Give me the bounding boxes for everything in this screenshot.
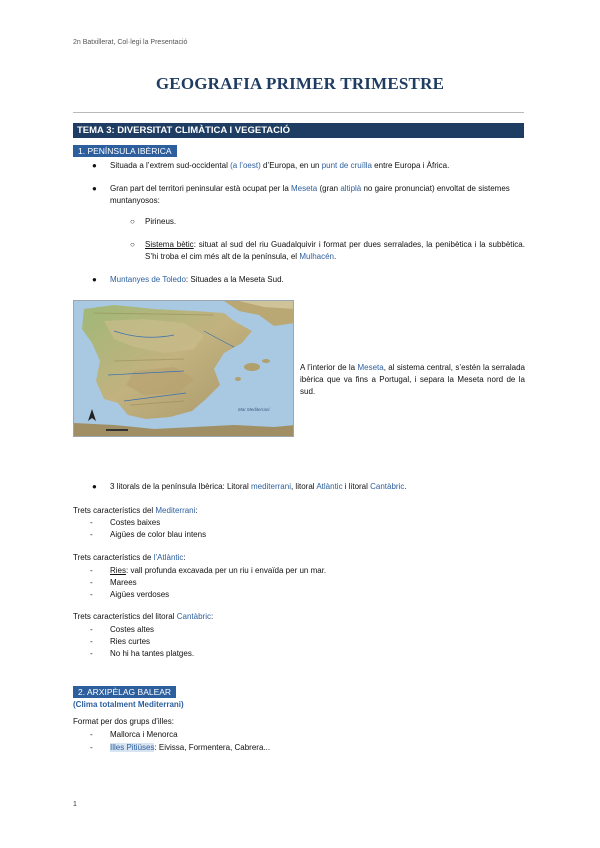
list-item-pitiuses: Illes Pitiüses: Eivissa, Formentera, Cabrera... [110,743,271,752]
list-item: Costes baixes [110,518,161,527]
title-divider [73,112,524,113]
subbullet-pirineus: Pirineus. [145,217,177,226]
bullet-meseta: Gran part del territori peninsular està ocupat per la Meseta (gran altiplà no gaire pronunciat) envoltat de sistemes muntanyosos: [110,184,510,205]
document-title: GEOGRAFIA PRIMER TRIMESTRE [155,74,445,93]
dash-icon: - [90,625,93,634]
relief-map-graphic [74,301,294,437]
dash-icon: - [90,743,93,752]
bullet-toledo: Muntanyes de Toledo: Situades a la Meseta Sud. [110,275,284,284]
cantabric-heading: Trets característics del litoral Cantàbric: [73,612,214,621]
dash-icon: - [90,637,93,646]
list-item: Marees [110,578,137,587]
bullet-litorals: 3 litorals de la península Ibèrica: Litoral mediterrani, litoral Atlàntic i litoral Cantàbric. [110,482,407,491]
section-1-heading: 1. PENÍNSULA IBÈRICA [73,145,177,157]
section-2-subtitle: (Clima totalment Mediterrani) [73,700,184,709]
scale-bar-icon [106,429,128,431]
map-caption-text: A l’interior de la Meseta, al sistema central, s’estén la serralada ibèrica que va fins a Portugal, i separa la Meseta nord de la sud. [300,363,525,396]
dash-icon: - [90,530,93,539]
header-note: 2n Batxillerat, Col·legi la Presentació [73,39,188,46]
circle-bullet-icon: ○ [130,217,135,226]
bullet-icon: ● [92,275,97,284]
list-item: Costes altes [110,625,155,634]
bullet-icon: ● [92,161,97,170]
list-item-ries: Ries: vall profunda excavada per un riu i envaïda per un mar. [110,566,327,575]
dash-icon: - [90,730,93,739]
section-2-heading: 2. ARXIPÈLAG BALEAR [73,686,176,698]
mediterrani-heading: Trets característics del Mediterrani: [73,506,198,515]
tema-heading: TEMA 3: DIVERSITAT CLIMÀTICA I VEGETACIÓ [73,123,524,138]
list-item: Mallorca i Menorca [110,730,178,739]
circle-bullet-icon: ○ [130,240,135,249]
bullet-icon: ● [92,184,97,193]
dash-icon: - [90,518,93,527]
list-item: Aigües verdoses [110,590,170,599]
bullet-situation: Situada a l’extrem sud-occidental (a l’oest) d’Europa, en un punt de cruïlla entre Europa i Àfrica. [110,161,450,170]
section-2-intro: Format per dos grups d’illes: [73,717,174,726]
bullet-icon: ● [92,482,97,491]
map-sea-label: Mar Mediterrani [238,407,270,412]
page-number: 1 [73,801,77,808]
dash-icon: - [90,649,93,658]
dash-icon: - [90,566,93,575]
subbullet-sistema-betic: Sistema bètic: situat al sud del riu Guadalquivir i format per dues serralades, la penibètica i la subbètica. S’hi troba el cim més alt de la península, el Mulhacén. [145,240,525,261]
iberian-peninsula-map [73,300,294,437]
list-item: Ries curtes [110,637,151,646]
list-item: Aigües de color blau intens [110,530,207,539]
list-item: No hi ha tantes platges. [110,649,195,658]
dash-icon: - [90,590,93,599]
dash-icon: - [90,578,93,587]
atlantic-heading: Trets característics de l’Atlàntic: [73,553,186,562]
